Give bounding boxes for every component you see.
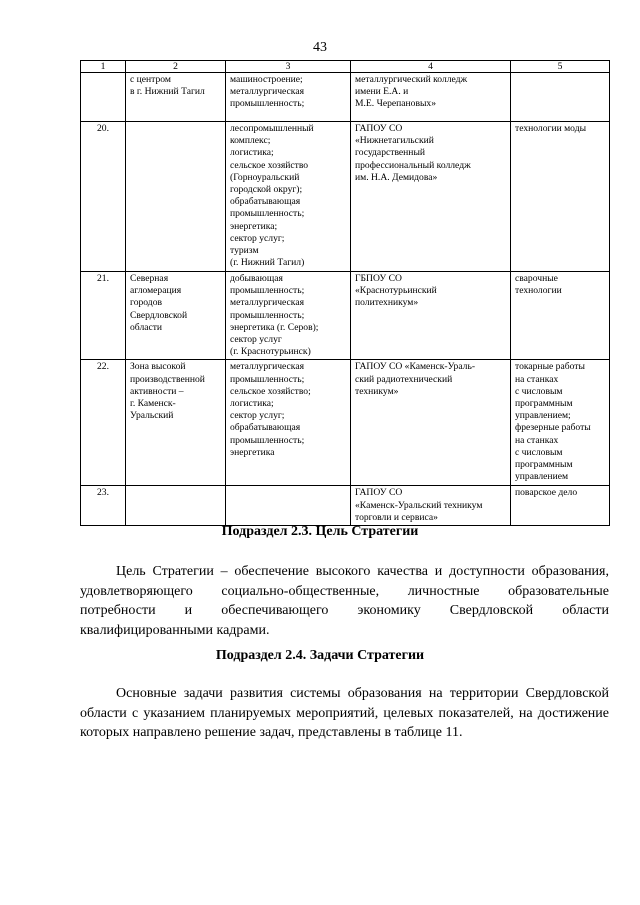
economy-cell <box>226 486 351 526</box>
specialty-cell: поварское дело <box>511 486 610 526</box>
section-2-4-heading: Подраздел 2.4. Задачи Стратегии <box>215 648 425 663</box>
economy-cell: металлургическая промышленность; сельское хозяйство; логистика; сектор услуг; обрабатывающая промышленность; энергетика <box>226 360 351 486</box>
institution-cell: ГБПОУ СО «Краснотурьинский политехникум» <box>351 272 511 360</box>
column-header: 3 <box>226 61 351 73</box>
row-number: 23. <box>81 486 126 526</box>
region-cell: Зона высокой производственной активности – г. Каменск- Уральский <box>126 360 226 486</box>
region-cell <box>126 122 226 272</box>
institution-cell: ГАПОУ СО «Каменск-Ураль- ский радиотехнический техникум» <box>351 360 511 486</box>
economy-cell: лесопромышленный комплекс; логистика; сельское хозяйство (Горноуральский городской округ); обрабатывающая промышленность; энергетика; сектор услуг; туризм (г. Нижний Тагил) <box>226 122 351 272</box>
row-number: 20. <box>81 122 126 272</box>
section-2-3-paragraph <box>80 562 609 640</box>
region-cell: с центром в г. Нижний Тагил <box>126 73 226 122</box>
table-row <box>81 360 610 486</box>
specialty-cell <box>511 73 610 122</box>
specialty-cell: токарные работы на станках с числовым программным управлением; фрезерные работы на станках с числовым программным управлением <box>511 360 610 486</box>
specialty-cell: технологии моды <box>511 122 610 272</box>
institution-cell: металлургический колледж имени Е.А. и М.Е. Черепановых» <box>351 73 511 122</box>
column-header: 1 <box>81 61 126 73</box>
institution-cell: ГАПОУ СО «Нижнетагильский государственный профессиональный колледж им. Н.А. Демидова» <box>351 122 511 272</box>
region-cell <box>126 486 226 526</box>
table-header-row <box>81 61 610 73</box>
region-cell: Северная агломерация городов Свердловской области <box>126 272 226 360</box>
table-row <box>81 122 610 272</box>
regions-table <box>80 60 610 526</box>
institution-cell: ГАПОУ СО «Каменск-Уральский техникум торговли и сервиса» <box>351 486 511 526</box>
page-number: 43 <box>313 40 327 55</box>
table-row <box>81 486 610 526</box>
economy-cell: машиностроение; металлургическая промышленность; <box>226 73 351 122</box>
economy-cell: добывающая промышленность; металлургическая промышленность; энергетика (г. Серов); сектор услуг (г. Краснотурьинск) <box>226 272 351 360</box>
specialty-cell: сварочные технологии <box>511 272 610 360</box>
section-2-3-heading: Подраздел 2.3. Цель Стратегии <box>221 524 419 539</box>
row-number: 22. <box>81 360 126 486</box>
row-number <box>81 73 126 122</box>
column-header: 4 <box>351 61 511 73</box>
section-2-4-paragraph <box>80 684 609 743</box>
column-header: 2 <box>126 61 226 73</box>
table-row <box>81 272 610 360</box>
section-2-3-text: Цель Стратегии – обеспечение высокого качества и доступности образования, удовлетворяющего социально-общественные, личностные образовательные потребности и обеспечивающего экономику Свердловской области квалифицированными кадрами. <box>80 564 609 638</box>
section-2-4-text: Основные задачи развития системы образования на территории Свердловской области с указанием планируемых мероприятий, целевых показателей, на достижение которых направлено решение задач, представлены в таблице 11. <box>80 686 609 741</box>
row-number: 21. <box>81 272 126 360</box>
table-row <box>81 73 610 122</box>
column-header: 5 <box>511 61 610 73</box>
